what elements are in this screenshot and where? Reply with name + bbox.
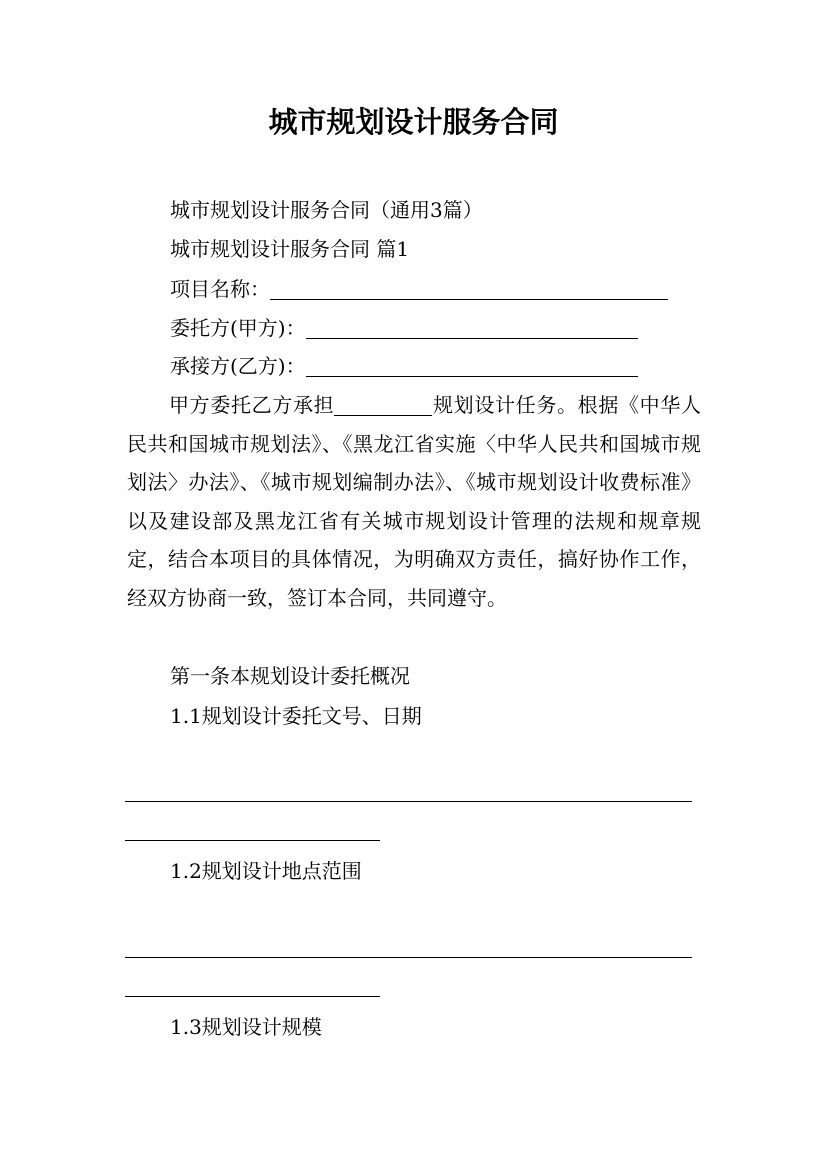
document-title: 城市规划设计服务合同 xyxy=(268,105,559,139)
item-1-1-fill-line-2 xyxy=(125,840,380,841)
intro-paragraph xyxy=(127,386,701,618)
task-name-blank xyxy=(334,393,432,416)
client-blank xyxy=(306,316,638,339)
contractor-blank xyxy=(306,354,638,377)
item-1-2-fill-line-2 xyxy=(125,996,380,997)
intro-text-part1: 甲方委托乙方承担 xyxy=(169,393,335,417)
project-name-blank xyxy=(270,277,668,300)
item-1-3: 1.3规划设计规模 xyxy=(170,1015,322,1039)
contractor-label: 承接方(乙方)： xyxy=(170,354,306,378)
item-1-1-fill-line-1 xyxy=(125,801,692,802)
item-1-2: 1.2规划设计地点范围 xyxy=(170,859,362,883)
item-1-2-fill-line-1 xyxy=(125,957,692,958)
article1-heading: 第一条本规划设计委托概况 xyxy=(170,664,410,688)
document-subtitle: 城市规划设计服务合同（通用3篇） xyxy=(170,198,483,222)
client-label: 委托方(甲方)： xyxy=(170,316,306,340)
project-name-label: 项目名称： xyxy=(170,277,270,301)
contractor-row xyxy=(170,347,638,385)
intro-text-part2: 规划设计任务。根据《中华人民共和国城市规划法》、《黑龙江省实施〈中华人民共和国城市规划法〉办法》、《城市规划编制办法》、《城市规划设计收费标准》以及建设部及黑龙江省有关城市规划设计管理的法规和规章规定，结合本项目的具体情况，为明确双方责任，搞好协作工作，经双方协商一致，签订本合同，共同遵守。 xyxy=(127,393,702,610)
client-row xyxy=(170,309,638,347)
project-name-row xyxy=(170,270,668,308)
part-heading: 城市规划设计服务合同 篇1 xyxy=(170,237,410,261)
item-1-1: 1.1规划设计委托文号、日期 xyxy=(170,704,422,728)
